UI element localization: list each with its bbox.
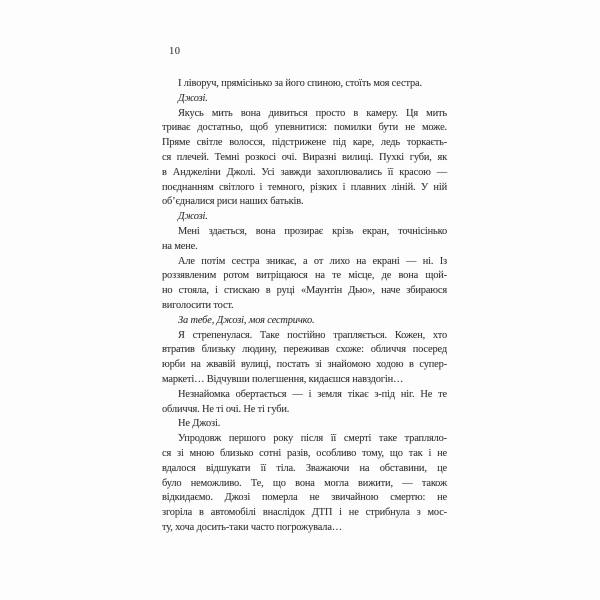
text-line: маркеті… Відчувши полегшення, кидаєшся навздогін… <box>162 373 404 385</box>
text-line: в Анджеліни Джолі. Усі завжди захоплювались її красою — <box>162 166 447 178</box>
text-line: роззявленим ротом витріщаюся на те місце, де вона щой- <box>162 270 447 282</box>
text-line: Джозі. <box>178 92 208 104</box>
text-line: юрби на жвавій вулиці, постать зі знайомою ходою в супер- <box>162 359 447 371</box>
text-line: триває достатньо, щоб упевнитися: помилки бути не може. <box>162 122 447 134</box>
text-line: об’єдналися риси наших батьків. <box>162 196 304 208</box>
text-line: І ліворуч, прямісінько за його спиною, стоїть моя сестра. <box>178 78 422 89</box>
text-line: Я стрепенулася. Таке постійно трапляється. Кожен, хто <box>178 329 447 341</box>
text-line: Незнайомка обертається — і земля тікає з-під ніг. Не те <box>178 388 447 400</box>
text-line: Не Джозі. <box>178 418 221 430</box>
text-line: обличчя. Не ті очі. Не ті губи. <box>162 403 290 415</box>
text-line: було неможливо. Те, що вона могла вижити, — також <box>162 477 447 489</box>
text-line: поєднанням світлого і темного, різких і плавних ліній. У ній <box>162 181 447 193</box>
text-line: Але потім сестра зникає, а от лихо на екрані — ні. Із <box>178 255 447 267</box>
text-line: ся зі мною близько сотні разів, особливо тому, що так і не <box>162 447 447 459</box>
text-line: Джозі. <box>178 211 208 223</box>
text-line: ту, хоча досить-таки часто погрожувала… <box>162 521 343 533</box>
text-line: но стояла, і стискаю в руці «Маунтін Дью», наче збираюся <box>162 285 447 297</box>
text-line: на мене. <box>162 240 198 252</box>
text-line: вдалося відшукати її тіла. Зважаючи на обставини, це <box>162 462 447 474</box>
text-line: відкидаємо. Джозі померла не звичайною смертю: не <box>162 492 447 504</box>
text-line: Пряме світле волосся, підстрижене під каре, ледь торкаєть- <box>162 137 447 149</box>
text-line: Упродовж першого року після її смерті таке трапляло- <box>178 433 447 445</box>
page-number: 10 <box>169 46 181 57</box>
text-line: Якусь мить вона дивиться просто в камеру. Ця мить <box>178 107 447 119</box>
text-line: За тебе, Джозі, моя сестричко. <box>178 314 315 326</box>
page-text-block <box>162 77 447 536</box>
text-line: втратив близьку людину, переживав схоже: обличчя посеред <box>162 344 447 356</box>
text-line: виголосити тост. <box>162 299 234 311</box>
text-line: Мені здається, вона прозирає крізь екран, точнісінько <box>178 225 447 237</box>
text-line: згоріла в автомобілі внаслідок ДТП і не стрибнула з мос- <box>162 507 447 519</box>
text-line: ся плечей. Темні розкосі очі. Виразні вилиці. Пухкі губи, як <box>162 151 447 163</box>
